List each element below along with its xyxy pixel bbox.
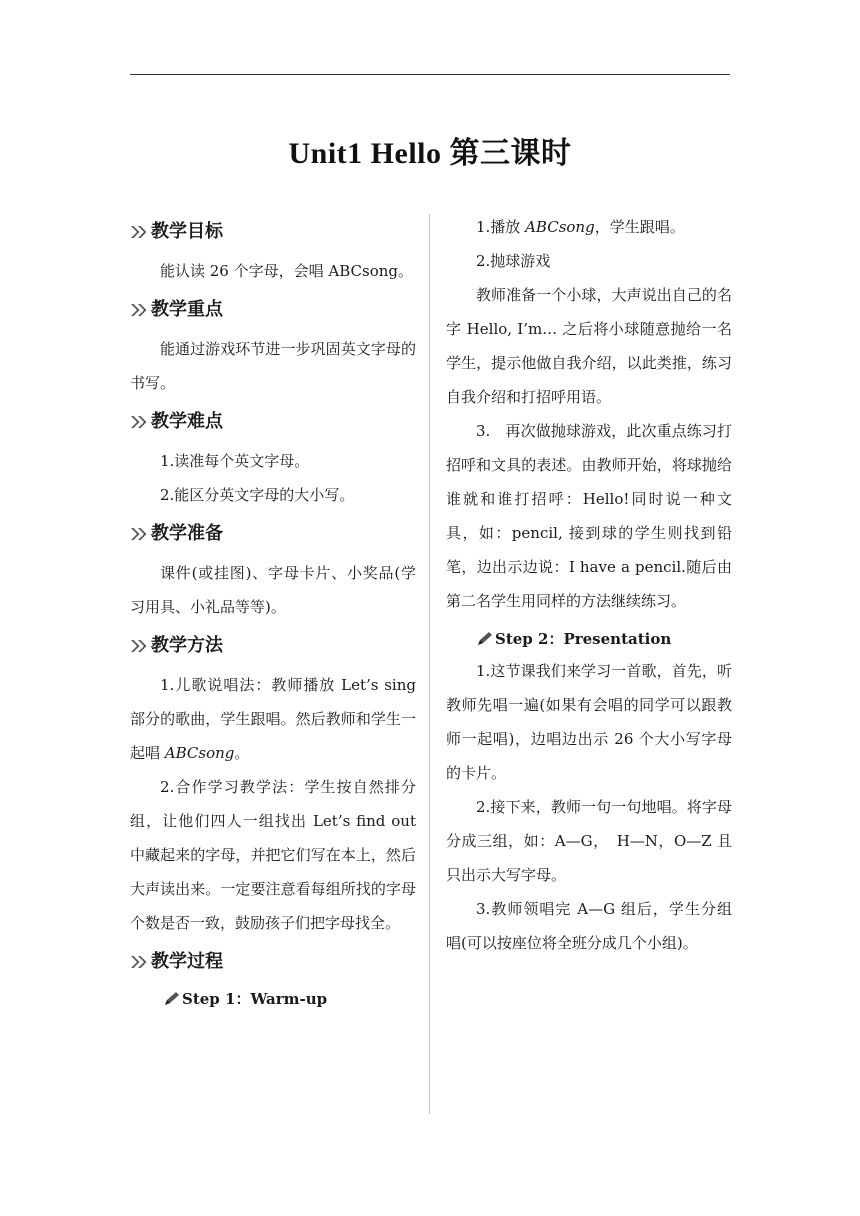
double-chevron-icon: [130, 954, 150, 970]
section-heading-key: [130, 298, 416, 322]
double-chevron-icon: [130, 638, 150, 654]
pen-icon: [163, 991, 181, 1007]
key-text: 能通过游戏环节进一步巩固英文字母的书写。: [130, 340, 416, 392]
left-column: [130, 210, 416, 1014]
page-title: Unit1 Hello 第三课时: [288, 137, 572, 170]
presentation-item-2: 2.接下来，教师一句一句地唱。将字母分成三组，如：A—G， H—N，O—Z 且只出示大写字母。: [446, 798, 732, 884]
goal-text: 能认读 26 个字母，会唱 ABCsong。: [160, 262, 413, 280]
presentation-item-3: 3.教师领唱完 A—G 组后，学生分组唱(可以按座位将全班分成几个小组)。: [446, 900, 732, 952]
difficulty-item-2: 2.能区分英文字母的大小写。: [160, 486, 355, 504]
pen-icon: [476, 631, 494, 647]
section-heading-label: 教学过程: [151, 951, 223, 972]
double-chevron-icon: [130, 224, 150, 240]
column-divider: [429, 214, 430, 1114]
double-chevron-icon: [130, 302, 150, 318]
section-heading-label: 教学准备: [151, 523, 223, 544]
double-chevron-icon: [130, 526, 150, 542]
section-heading-prep: [130, 522, 416, 546]
section-heading-label: 教学目标: [151, 221, 223, 242]
section-heading-label: 教学难点: [151, 411, 223, 432]
warmup-item-1: 1.播放 ABCsong，学生跟唱。: [476, 218, 685, 236]
prep-text: 课件(或挂图)、字母卡片、小奖品(学习用具、小礼品等等)。: [130, 564, 416, 616]
warmup-item-2: 2.抛球游戏: [476, 252, 551, 270]
presentation-item-1: 1.这节课我们来学习一首歌，首先，听教师先唱一遍(如果有会唱的同学可以跟教师一起唱)，边唱边出示 26 个大小写字母的卡片。: [446, 662, 732, 782]
double-chevron-icon: [130, 414, 150, 430]
section-heading-goal: [130, 220, 416, 244]
warmup-item-3: 3. 再次做抛球游戏，此次重点练习打招呼和文具的表述。由教师开始，将球抛给谁就和谁打招呼：Hello!同时说一种文具，如：pencil, 接到球的学生则找到铅笔，边出示边说：I have a pencil.随后由第二名学生用同样的方法继续练习。: [446, 422, 732, 610]
section-heading-process: [130, 950, 416, 974]
step-1-heading: Step 1：Warm-up: [130, 984, 416, 1014]
section-heading-label: 教学方法: [151, 635, 223, 656]
section-heading-difficulty: [130, 410, 416, 434]
section-heading-method: [130, 634, 416, 658]
method-item-1: 1.儿歌说唱法：教师播放 Let’s sing 部分的歌曲，学生跟唱。然后教师和学生一起唱 ABCsong。: [130, 676, 416, 762]
right-column: [446, 210, 732, 960]
difficulty-item-1: 1.读准每个英文字母。: [160, 452, 310, 470]
step-2-heading: Step 2：Presentation: [446, 624, 732, 654]
method-item-2: 2.合作学习教学法：学生按自然排分组，让他们四人一组找出 Let’s find out 中藏起来的字母，并把它们写在本上，然后大声读出来。一定要注意看每组所找的字母个数是否一致，鼓励孩子们把字母找全。: [130, 778, 416, 932]
warmup-item-2-desc: 教师准备一个小球，大声说出自己的名字 Hello, I’m… 之后将小球随意抛给一名学生，提示他做自我介绍，以此类推，练习自我介绍和打招呼用语。: [446, 286, 732, 406]
section-heading-label: 教学重点: [151, 299, 223, 320]
header-rule: [130, 74, 730, 75]
